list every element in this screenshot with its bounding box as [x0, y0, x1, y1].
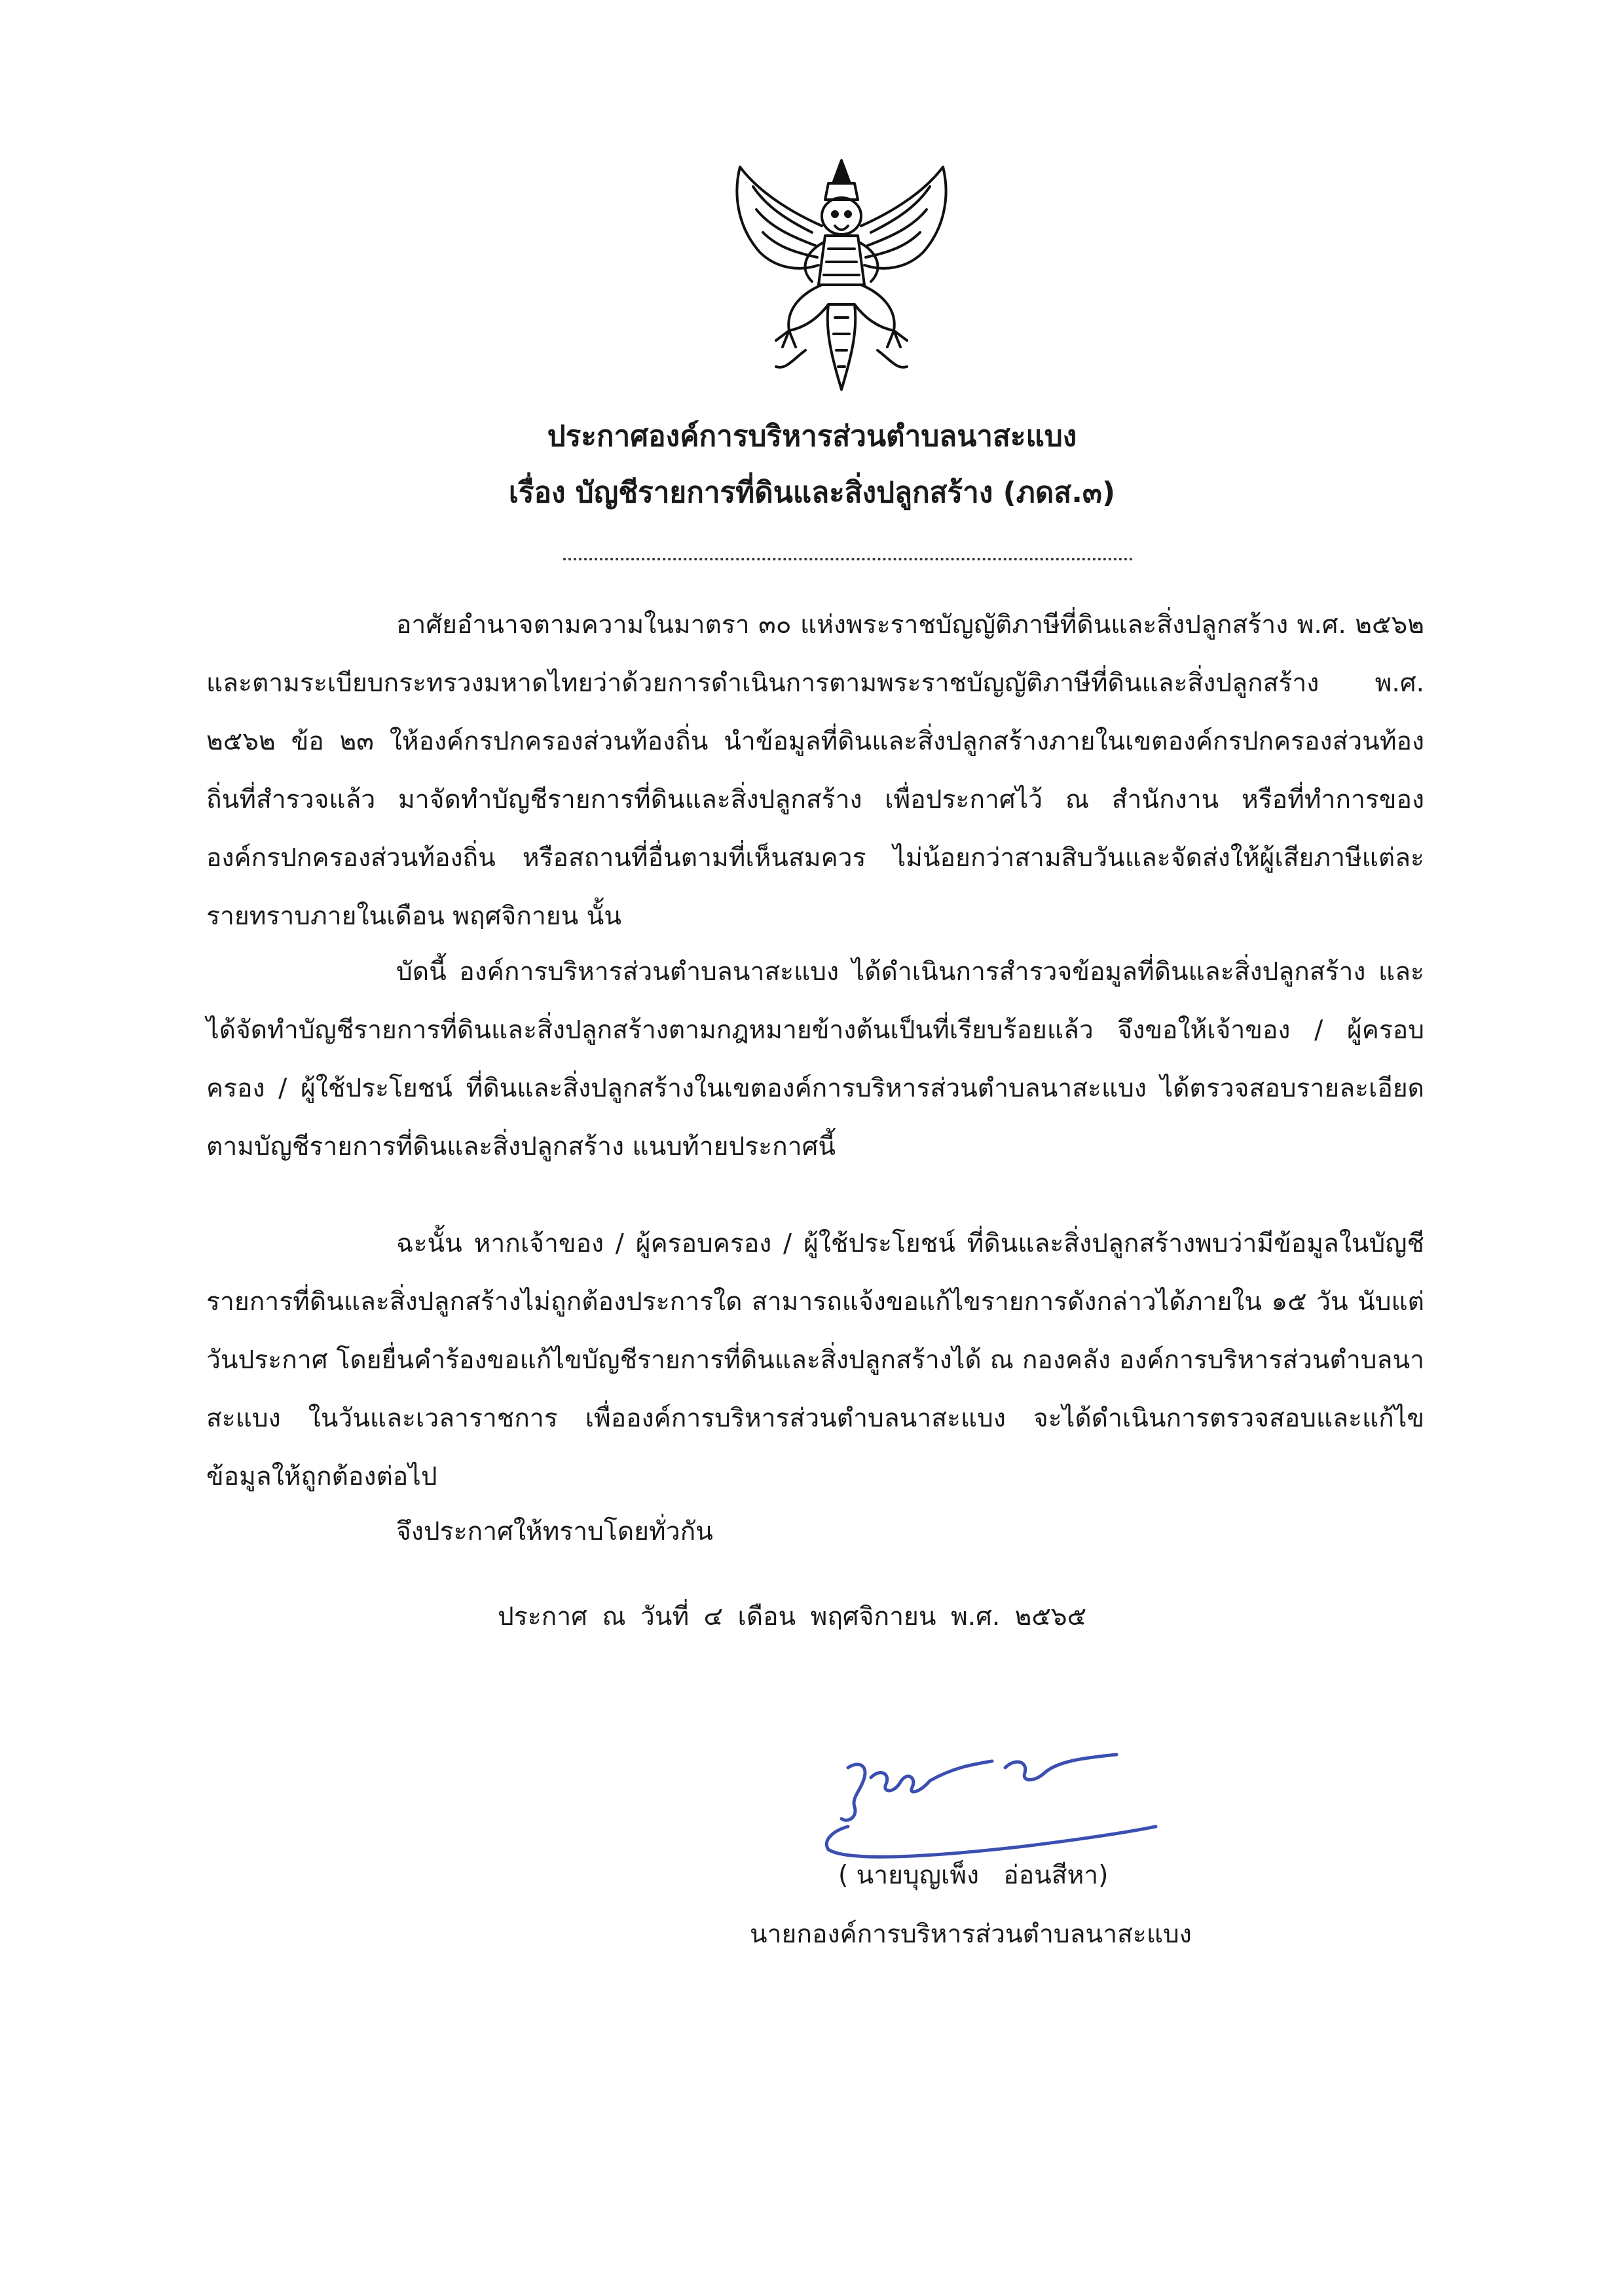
announcement-title: ประกาศองค์การบริหารส่วนตำบลนาสะแบง: [547, 420, 1077, 453]
dotted-divider: [563, 532, 1133, 560]
garuda-emblem-icon: [714, 154, 969, 396]
closing-line: จึงประกาศให้ทราบโดยทั่วกัน: [396, 1517, 713, 1546]
signer-position: นายกองค์การบริหารส่วนตำบลนาสะแบง: [750, 1920, 1192, 1949]
announcement-subject: เรื่อง บัญชีรายการที่ดินและสิ่งปลูกสร้าง (ภดส.๓): [508, 476, 1116, 509]
body-paragraph-2: บัดนี้ องค์การบริหารส่วนตำบลนาสะแบง ได้ดำเนินการสำรวจข้อมูลที่ดินและสิ่งปลูกสร้าง และได้จัดทำบัญชีรายการที่ดินและสิ่งปลูกสร้างตามกฎหมายข้างต้นเป็นที่เรียบร้อยแล้ว จึงขอให้เจ้าของ / ผู้ครอบครอง / ผู้ใช้ประโยชน์ ที่ดินและสิ่งปลูกสร้างในเขตองค์การบริหารส่วนตำบลนาสะแบง ได้ตรวจสอบรายละเอียดตามบัญชีรายการที่ดินและสิ่งปลูกสร้าง แนบท้ายประกาศนี้: [206, 957, 1424, 1161]
body-paragraph-3: ฉะนั้น หากเจ้าของ / ผู้ครอบครอง / ผู้ใช้ประโยชน์ ที่ดินและสิ่งปลูกสร้างพบว่ามีข้อมูลในบัญชีรายการที่ดินและสิ่งปลูกสร้างไม่ถูกต้องประการใด สามารถแจ้งขอแก้ไขรายการดังกล่าวได้ภายใน ๑๕ วัน นับแต่วันประกาศ โดยยื่นคำร้องขอแก้ไขบัญชีรายการที่ดินและสิ่งปลูกสร้างได้ ณ กองคลัง องค์การบริหารส่วนตำบลนาสะแบง ในวันและเวลาราชการ เพื่อองค์การบริหารส่วนตำบลนาสะแบง จะได้ดำเนินการตรวจสอบและแก้ไขข้อมูลให้ถูกต้องต่อไป: [206, 1229, 1424, 1491]
announcement-date: ประกาศ ณ วันที่ ๔ เดือน พฤศจิกายน พ.ศ. ๒๕๖๕: [498, 1602, 1087, 1631]
signer-name: ( นายบุญเพ็ง อ่อนสีหา): [838, 1861, 1109, 1890]
handwritten-signature: [809, 1741, 1162, 1866]
body-paragraph-1: อาศัยอำนาจตามความในมาตรา ๓๐ แห่งพระราชบัญญัติภาษีที่ดินและสิ่งปลูกสร้าง พ.ศ. ๒๕๖๒ และตามระเบียบกระทรวงมหาดไทยว่าด้วยการดำเนินการตามพระราชบัญญัติภาษีที่ดินและสิ่งปลูกสร้าง พ.ศ. ๒๕๖๒ ข้อ ๒๓ ให้องค์กรปกครองส่วนท้องถิ่น นำข้อมูลที่ดินและสิ่งปลูกสร้างภายในเขตองค์กรปกครองส่วนท้องถิ่นที่สำรวจแล้ว มาจัดทำบัญชีรายการที่ดินและสิ่งปลูกสร้าง เพื่อประกาศไว้ ณ สำนักงาน หรือที่ทำการขององค์กรปกครองส่วนท้องถิ่น หรือสถานที่อื่นตามที่เห็นสมควร ไม่น้อยกว่าสามสิบวันและจัดส่งให้ผู้เสียภาษีแต่ละรายทราบภายในเดือน พฤศจิกายน นั้น: [206, 610, 1424, 931]
